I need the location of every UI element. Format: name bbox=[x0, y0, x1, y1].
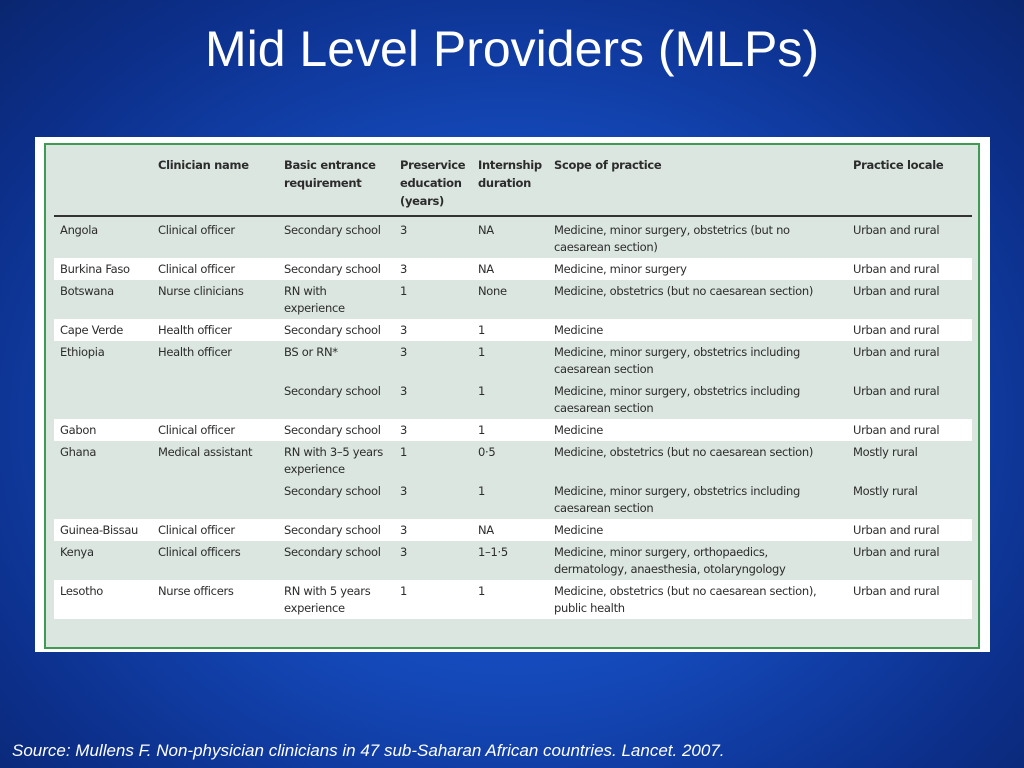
cell-country: Ghana bbox=[60, 445, 97, 459]
cell-education: 1 bbox=[394, 580, 472, 619]
cell-clinician: Health officer bbox=[158, 345, 232, 359]
cell-education: 3 bbox=[400, 223, 408, 237]
cell-locale: Urban and rural bbox=[847, 419, 972, 441]
cell-clinician: Clinical officer bbox=[152, 519, 278, 541]
cell-scope: Medicine, minor surgery, orthopaedics, dermatology, anaesthesia, otolaryngology bbox=[554, 545, 786, 576]
cell-country: Burkina Faso bbox=[54, 258, 152, 280]
cell-internship: 1 bbox=[478, 345, 486, 359]
cell-locale: Urban and rural bbox=[847, 319, 972, 341]
cell-country: Angola bbox=[60, 223, 98, 237]
cell-education: 1 bbox=[400, 445, 408, 459]
cell-scope: Medicine, obstetrics (but no caesarean section) bbox=[554, 284, 814, 298]
cell-entrance: Secondary school bbox=[284, 484, 381, 498]
table-header-row bbox=[54, 145, 972, 216]
cell-education: 3 bbox=[394, 258, 472, 280]
cell-country bbox=[54, 380, 152, 419]
cell-locale: Urban and rural bbox=[853, 384, 940, 398]
cell-education: 3 bbox=[394, 419, 472, 441]
cell-education: 1 bbox=[400, 284, 408, 298]
cell-clinician: Nurse clinicians bbox=[158, 284, 244, 298]
cell-clinician: Clinical officer bbox=[152, 419, 278, 441]
cell-internship: 1 bbox=[478, 384, 486, 398]
header-clinician-name: Clinician name bbox=[152, 145, 278, 216]
cell-education: 3 bbox=[394, 319, 472, 341]
cell-entrance: Secondary school bbox=[284, 545, 381, 559]
cell-clinician: Clinical officers bbox=[158, 545, 241, 559]
cell-clinician bbox=[152, 480, 278, 519]
cell-scope: Medicine, minor surgery, obstetrics including caesarean section bbox=[554, 484, 801, 515]
cell-locale: Urban and rural bbox=[847, 519, 972, 541]
cell-internship: 0·5 bbox=[478, 445, 496, 459]
cell-entrance: Secondary school bbox=[278, 519, 394, 541]
cell-internship: 1 bbox=[472, 319, 548, 341]
header-entrance-requirement: Basic entrance requirement bbox=[278, 145, 394, 216]
cell-education: 3 bbox=[400, 484, 408, 498]
cell-scope: Medicine bbox=[548, 319, 847, 341]
header-practice-locale: Practice locale bbox=[847, 145, 972, 216]
cell-country: Ethiopia bbox=[60, 345, 105, 359]
cell-locale: Urban and rural bbox=[853, 345, 940, 359]
table-panel bbox=[44, 143, 980, 649]
cell-scope: Medicine bbox=[548, 419, 847, 441]
table-row bbox=[54, 519, 972, 541]
header-country bbox=[54, 145, 152, 216]
table-row bbox=[54, 480, 972, 519]
cell-scope: Medicine, minor surgery bbox=[548, 258, 847, 280]
cell-locale: Urban and rural bbox=[853, 223, 940, 237]
cell-entrance: Secondary school bbox=[278, 319, 394, 341]
cell-internship: 1 bbox=[472, 580, 548, 619]
table-row bbox=[54, 280, 972, 319]
cell-internship: None bbox=[478, 284, 507, 298]
cell-internship: 1 bbox=[478, 484, 486, 498]
cell-country: Guinea-Bissau bbox=[54, 519, 152, 541]
table-row bbox=[54, 216, 972, 258]
cell-education: 3 bbox=[394, 519, 472, 541]
cell-education: 3 bbox=[400, 384, 408, 398]
cell-locale: Mostly rural bbox=[853, 445, 918, 459]
cell-entrance: Secondary school bbox=[278, 419, 394, 441]
mlp-table bbox=[54, 145, 972, 619]
header-internship-duration: Internship duration bbox=[472, 145, 548, 216]
table-row bbox=[54, 319, 972, 341]
cell-locale: Urban and rural bbox=[847, 258, 972, 280]
cell-entrance: Secondary school bbox=[284, 223, 381, 237]
cell-entrance: RN with experience bbox=[284, 284, 345, 315]
cell-clinician: Clinical officer bbox=[158, 223, 235, 237]
cell-clinician: Nurse officers bbox=[152, 580, 278, 619]
table-row bbox=[54, 541, 972, 580]
table-row bbox=[54, 258, 972, 280]
cell-country: Lesotho bbox=[54, 580, 152, 619]
cell-education: 3 bbox=[400, 545, 408, 559]
table-row bbox=[54, 580, 972, 619]
cell-country: Cape Verde bbox=[54, 319, 152, 341]
cell-scope: Medicine, minor surgery, obstetrics including caesarean section bbox=[554, 384, 801, 415]
header-scope-of-practice: Scope of practice bbox=[548, 145, 847, 216]
cell-country: Kenya bbox=[60, 545, 94, 559]
table-row bbox=[54, 419, 972, 441]
cell-country bbox=[54, 480, 152, 519]
slide-title: Mid Level Providers (MLPs) bbox=[204, 21, 820, 77]
cell-scope: Medicine, obstetrics (but no caesarean section) bbox=[554, 445, 814, 459]
cell-scope: Medicine, minor surgery, obstetrics (but no caesarean section) bbox=[554, 223, 790, 254]
cell-locale: Mostly rural bbox=[853, 484, 918, 498]
cell-clinician: Clinical officer bbox=[152, 258, 278, 280]
header-preservice-education: Preservice education (years) bbox=[394, 145, 472, 216]
table-row bbox=[54, 341, 972, 380]
cell-country: Botswana bbox=[60, 284, 114, 298]
cell-clinician: Medical assistant bbox=[158, 445, 253, 459]
cell-internship: NA bbox=[472, 258, 548, 280]
cell-entrance: Secondary school bbox=[278, 258, 394, 280]
cell-internship: 1–1·5 bbox=[478, 545, 508, 559]
cell-locale: Urban and rural bbox=[853, 284, 940, 298]
cell-entrance: RN with 3–5 years experience bbox=[284, 445, 383, 476]
cell-entrance: RN with 5 years experience bbox=[278, 580, 394, 619]
cell-internship: NA bbox=[472, 519, 548, 541]
cell-internship: 1 bbox=[472, 419, 548, 441]
cell-entrance: BS or RN* bbox=[284, 345, 338, 359]
cell-locale: Urban and rural bbox=[847, 580, 972, 619]
cell-entrance: Secondary school bbox=[284, 384, 381, 398]
cell-education: 3 bbox=[400, 345, 408, 359]
source-citation: Source: Mullens F. Non-physician clinicians in 47 sub-Saharan African countries. Lancet. 2007. bbox=[12, 741, 725, 760]
table-row bbox=[54, 380, 972, 419]
table-image bbox=[35, 137, 990, 652]
cell-internship: NA bbox=[478, 223, 494, 237]
cell-clinician: Health officer bbox=[152, 319, 278, 341]
cell-country: Gabon bbox=[54, 419, 152, 441]
cell-locale: Urban and rural bbox=[853, 545, 940, 559]
cell-scope: Medicine, obstetrics (but no caesarean section), public health bbox=[548, 580, 847, 619]
cell-scope: Medicine bbox=[548, 519, 847, 541]
cell-scope: Medicine, minor surgery, obstetrics including caesarean section bbox=[554, 345, 801, 376]
table-row bbox=[54, 441, 972, 480]
cell-clinician bbox=[152, 380, 278, 419]
